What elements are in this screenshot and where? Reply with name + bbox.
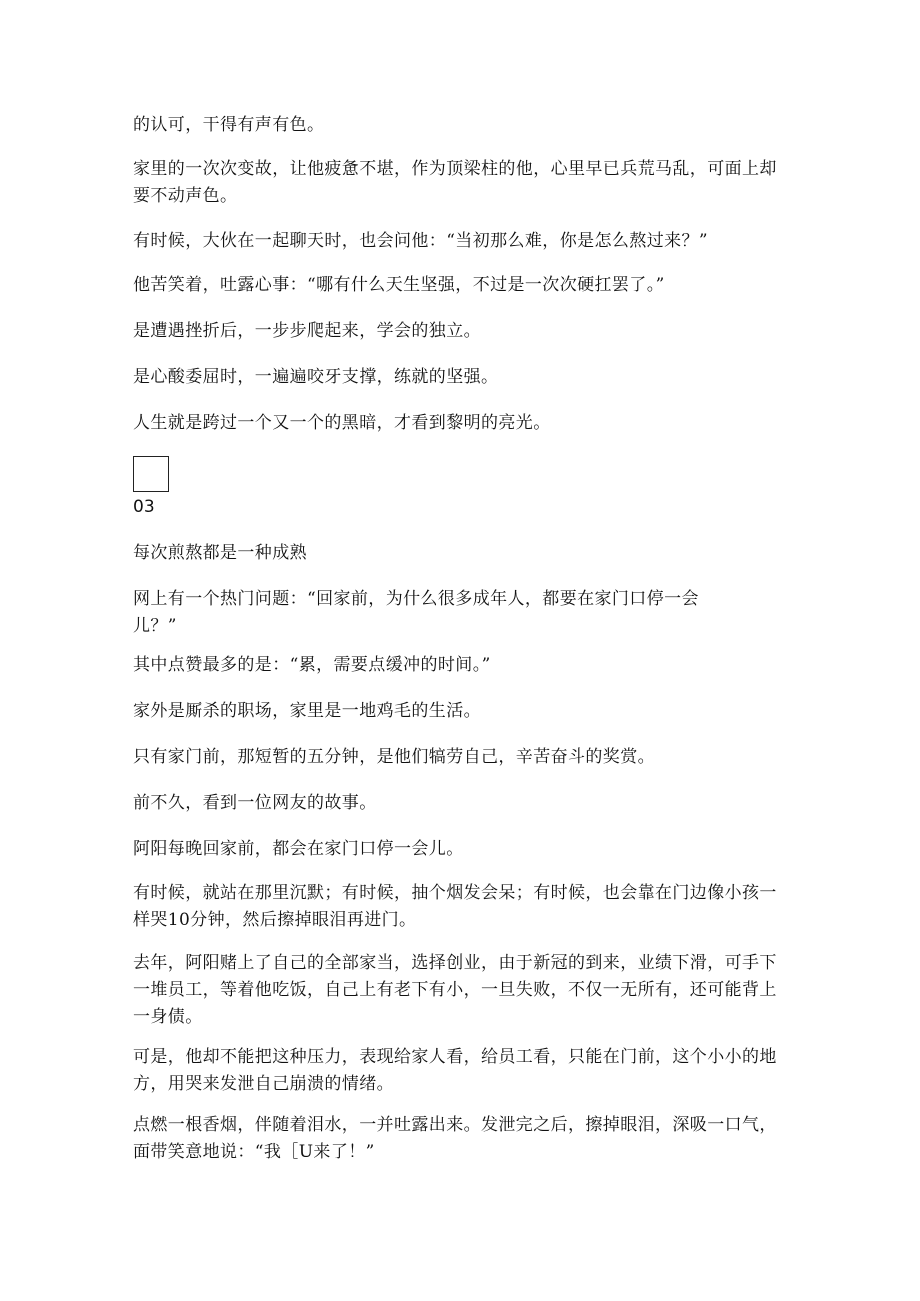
text-line: 前不久，看到一位网友的故事。 [133, 793, 377, 813]
paragraph [133, 880, 777, 934]
paragraph [133, 652, 773, 679]
text-line: 去年，阿阳赌上了自己的全部家当，选择创业，由于新冠的到来，业绩下滑，可手下 [133, 953, 777, 973]
text-line: 阿阳每晚回家前，都会在家门口停一会儿。 [133, 839, 464, 859]
paragraph [133, 156, 777, 210]
text-line: 的认可，干得有声有色。 [133, 115, 325, 135]
paragraph [133, 112, 773, 139]
paragraph [133, 272, 773, 299]
section-heading [133, 540, 773, 567]
paragraph [133, 698, 773, 725]
text-line: 点燃一根香烟，伴随着泪水，一并吐露出来。发泄完之后，擦掉眼泪，深吸一口气， [133, 1115, 777, 1135]
text-line: 是遭遇挫折后，一步步爬起来，学会的独立。 [133, 321, 481, 341]
text-line: 有时候，大伙在一起聊天时，也会问他：“当初那么难，你是怎么熬过来？” [133, 231, 708, 251]
paragraph [133, 1044, 777, 1098]
text-line: 儿？” [133, 616, 177, 636]
text-line: 样哭10分钟，然后擦掉眼泪再进门。 [133, 910, 417, 930]
text-line: 家外是厮杀的职场，家里是一地鸡毛的生活。 [133, 701, 481, 721]
paragraph [133, 410, 773, 437]
text-line: 人生就是跨过一个又一个的黑暗，才看到黎明的亮光。 [133, 413, 551, 433]
text-line: 是心酸委屈时，一遍遍咬牙支撑，练就的坚强。 [133, 367, 499, 387]
text-line: 一堆员工，等着他吃饭，自己上有老下有小，一旦失败，不仅一无所有，还可能背上 [133, 980, 777, 1000]
paragraph [133, 364, 773, 391]
paragraph [133, 836, 773, 863]
text-line: 可是，他却不能把这种压力，表现给家人看，给员工看，只能在门前，这个小小的地 [133, 1047, 777, 1067]
text-line: 方，用哭来发泄自己崩溃的情绪。 [133, 1074, 394, 1094]
paragraph [133, 1112, 777, 1166]
paragraph [133, 744, 773, 771]
paragraph [133, 228, 773, 255]
text-line: 面带笑意地说：“我［U来了！” [133, 1142, 375, 1162]
text-line: 他苦笑着，吐露心事：“哪有什么天生坚强，不过是一次次硬扛罢了。” [133, 275, 665, 295]
paragraph [133, 790, 773, 817]
paragraph [133, 318, 773, 345]
section-number: 03 [133, 497, 155, 517]
text-line: 有时候，就站在那里沉默；有时候，抽个烟发会呆；有时候，也会靠在门边像小孩一 [133, 883, 777, 903]
text-line: 只有家门前，那短暂的五分钟，是他们犒劳自己，辛苦奋斗的奖赏。 [133, 747, 655, 767]
text-line: 要不动声色。 [133, 186, 238, 206]
paragraph [133, 586, 773, 640]
paragraph [133, 950, 777, 1031]
text-line: 网上有一个热门问题：“回家前，为什么很多成年人，都要在家门口停一会 [133, 589, 699, 609]
text-line: 家里的一次次变故，让他疲惫不堪，作为顶梁柱的他，心里早已兵荒马乱，可面上却 [133, 159, 777, 179]
image-placeholder [133, 456, 169, 492]
section-heading-text: 每次煎熬都是一种成熟 [133, 543, 307, 563]
text-line: 一身债。 [133, 1007, 203, 1027]
text-line: 其中点赞最多的是：“累，需要点缓冲的时间。” [133, 655, 491, 675]
